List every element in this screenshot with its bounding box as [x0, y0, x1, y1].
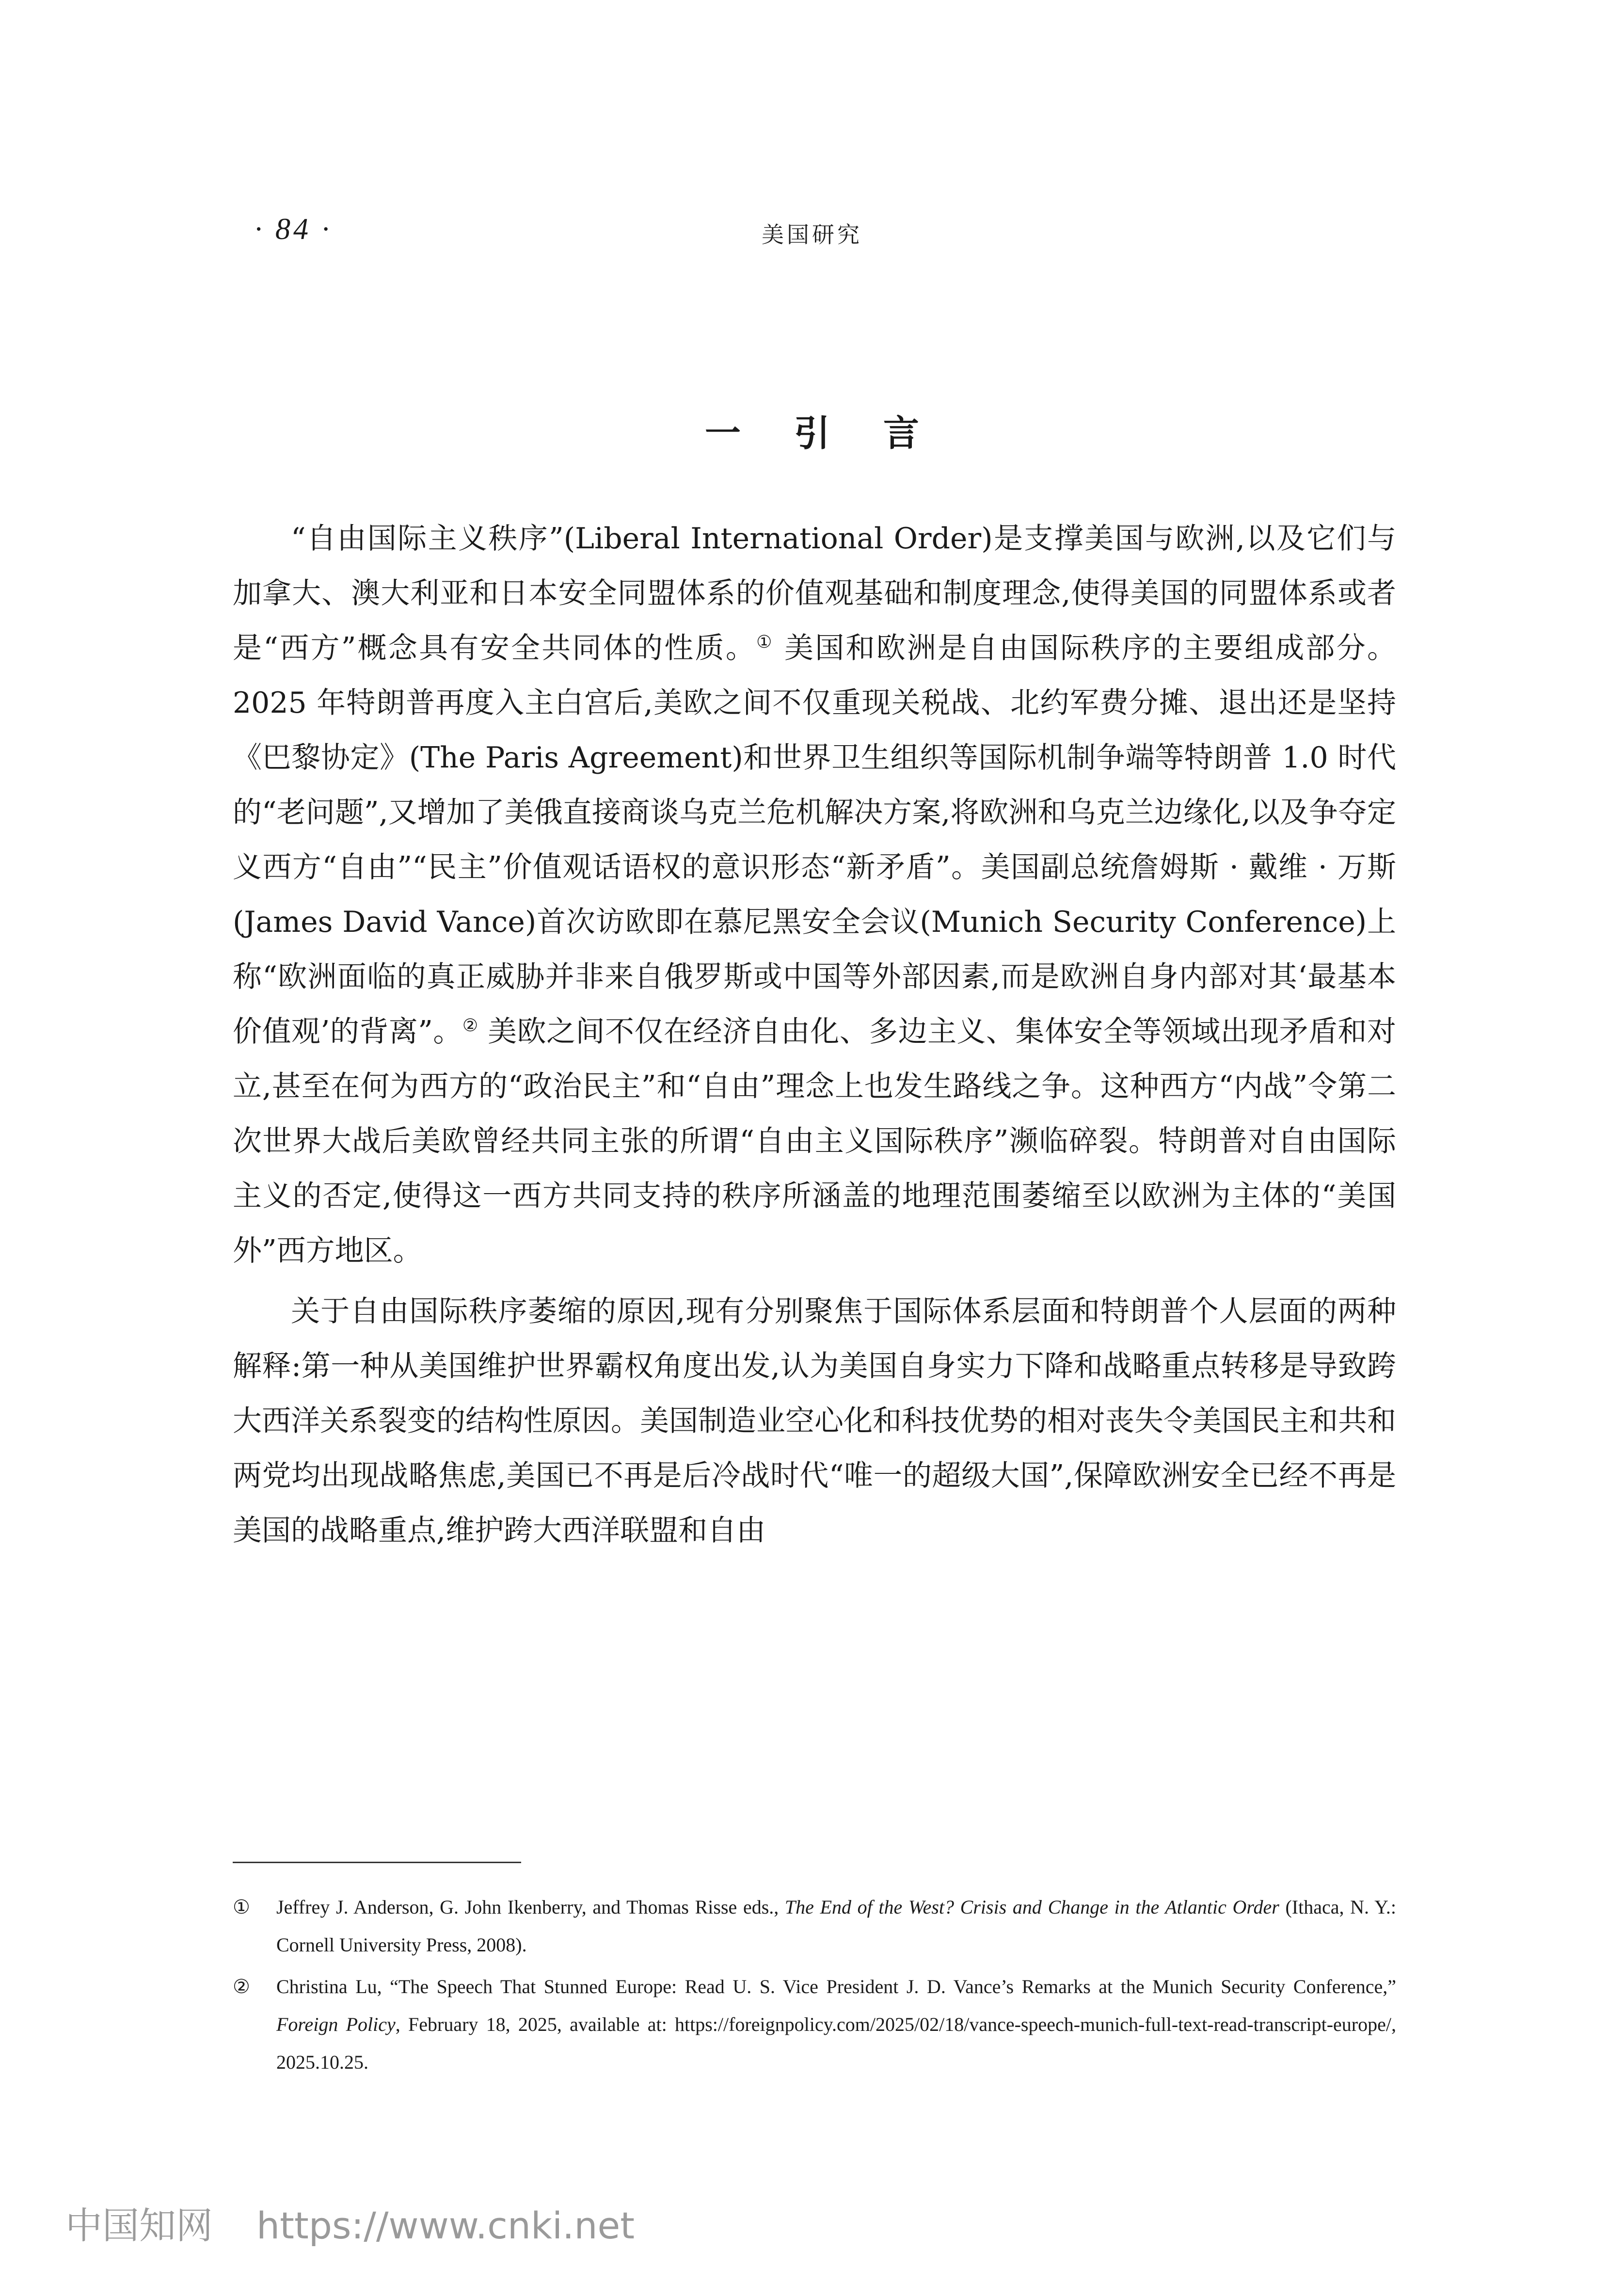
running-head-journal: 美国研究	[762, 222, 862, 248]
footnote-journal-title: Foreign Policy	[276, 2013, 396, 2035]
paragraph-2-text: 关于自由国际秩序萎缩的原因,现有分别聚焦于国际体系层面和特朗普个人层面的两种解释:第一种从美国维护世界霸权角度出发,认为美国自身实力下降和战略重点转移是导致跨大西洋关系裂变的结构性原因。美国制造业空心化和科技优势的相对丧失令美国民主和共和两党均出现战略焦虑,美国已不再是后冷战时代“唯一的超级大国”,保障欧洲安全已经不再是美国的战略重点,维护跨大西洋联盟和自由	[233, 1294, 1396, 1548]
paragraph-1-part-2: 美国和欧洲是自由国际秩序的主要组成部分。2025 年特朗普再度入主白宫后,美欧之间不仅重现关税战、北约军费分摊、退出还是坚持《巴黎协定》(The Paris Agreement)和世界卫生组织等国际机制争端等特朗普 1.0 时代的“老问题”,又增加了美俄直接商谈乌克兰危机解决方案,将欧洲和乌克兰边缘化,以及争夺定义西方“自由”“民主”价值观话语权的意识形态“新矛盾”。美国副总统詹姆斯 · 戴维 · 万斯(James David Vance)首次访欧即在慕尼黑安全会议(Munich Security Conference)上称“欧洲面临的真正威胁并非来自俄罗斯或中国等外部因素,而是欧洲自身内部对其‘最基本价值观’的背离”。	[233, 631, 1396, 1049]
section-title-char: 一	[705, 413, 741, 454]
footnote-2	[233, 1968, 1396, 2081]
section-title-char: 引	[794, 413, 830, 454]
footnote-ref-2[interactable]: ②	[462, 1016, 478, 1036]
footnote-text: Jeffrey J. Anderson, G. John Ikenberry, and Thomas Risse eds.,	[276, 1896, 785, 1918]
footnote-text: (Ithaca, N. Y.: Cornell University Press, 2008).	[276, 1896, 1397, 1956]
footnote-text: , February 18, 2025, available at: https://foreignpolicy.com/2025/02/18/vance-speech-munich-full-text-read-transcript-europe/, 2025.10.25.	[276, 2013, 1396, 2073]
section-title	[0, 405, 1624, 456]
watermark-url[interactable]: https://www.cnki.net	[256, 2204, 635, 2247]
footnote-ref-1[interactable]: ①	[756, 632, 774, 652]
section-title-char: 言	[883, 413, 919, 454]
footnote-mark: ①	[233, 1896, 250, 1918]
paragraph-1-part-1: “自由国际主义秩序”(Liberal International Order)是支撑美国与欧洲,以及它们与加拿大、澳大利亚和日本安全同盟体系的价值观基础和制度理念,使得美国的同盟体系或者是“西方”概念具有安全共同体的性质。	[233, 522, 1396, 665]
footnote-1	[233, 1888, 1396, 1964]
footnote-mark: ②	[233, 1976, 250, 1997]
watermark-brand: 中国知网	[65, 2204, 213, 2247]
paragraph-2	[233, 1284, 1396, 1558]
page-number: · 84 ·	[255, 213, 332, 246]
footnote-text: Christina Lu, “The Speech That Stunned Europe: Read U. S. Vice President J. D. Vance’s Remarks at the Munich Security Conference,”	[276, 1976, 1396, 1997]
paragraph-1	[233, 511, 1396, 1278]
footnote-book-title: The End of the West? Crisis and Change in the Atlantic Order	[784, 1896, 1279, 1918]
paragraph-1-part-3: 美欧之间不仅在经济自由化、多边主义、集体安全等领域出现矛盾和对立,甚至在何为西方的“政治民主”和“自由”理念上也发生路线之争。这种西方“内战”令第二次世界大战后美欧曾经共同主张的所谓“自由主义国际秩序”濒临碎裂。特朗普对自由国际主义的否定,使得这一西方共同支持的秩序所涵盖的地理范围萎缩至以欧洲为主体的“美国外”西方地区。	[233, 1015, 1396, 1268]
footnotes	[233, 1888, 1396, 2085]
cnki-watermark	[65, 2196, 635, 2249]
body-text	[233, 511, 1396, 1564]
footnote-divider	[233, 1862, 521, 1863]
